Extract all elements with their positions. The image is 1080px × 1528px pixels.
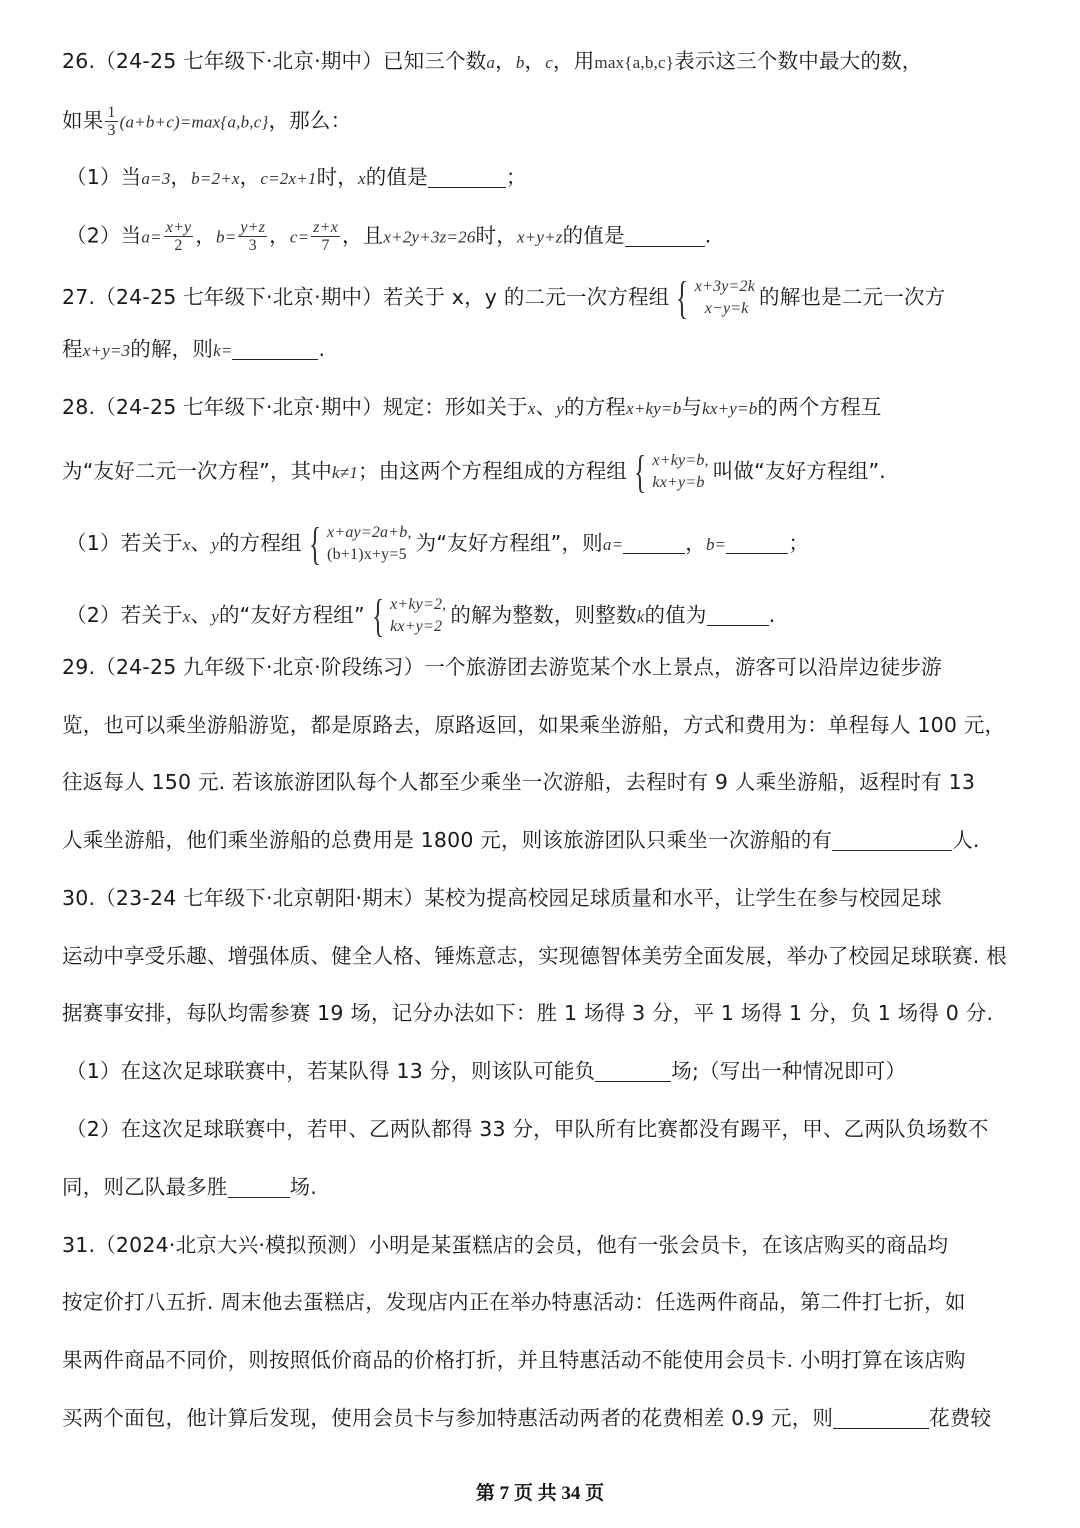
- q30-part2: （2）在这次足球联赛中，若甲、乙两队都得 33 分，甲队所有比赛都没有踢平，甲、乙两队负场数不: [66, 1117, 989, 1141]
- equation-system: { x+ky=b, kx+y=b: [634, 446, 709, 497]
- equation-system: { x+ay=2a+b, (b+1)x+y=5: [308, 518, 412, 569]
- answer-blank[interactable]: [595, 1059, 671, 1082]
- q31-line1: 31.（2024·北京大兴·模拟预测）小明是某蛋糕店的会员，他有一张会员卡，在该店购买的商品均: [62, 1233, 949, 1257]
- answer-blank[interactable]: [623, 531, 685, 554]
- q28-part1: （1）若关于x、y的方程组 { x+ay=2a+b, (b+1)x+y=5 为“友好方程组”，则a= ，b= ；: [66, 518, 810, 569]
- q31-line4: 买两个面包，他计算后发现，使用会员卡与参加特惠活动两者的花费相差 0.9 元，则 花费较: [62, 1406, 992, 1430]
- answer-blank[interactable]: [726, 531, 788, 554]
- q29-line1: 29.（24-25 九年级下·北京·阶段练习）一个旅游团去游览某个水上景点，游客可以沿岸边徒步游: [62, 655, 942, 679]
- q29-line4: 人乘坐游船，他们乘坐游船的总费用是 1800 元，则该旅游团队只乘坐一次游船的有 人.: [62, 828, 980, 852]
- q30-line1: 30.（23-24 七年级下·北京朝阳·期末）某校为提高校园足球质量和水平，让学生在参与校园足球: [62, 886, 942, 910]
- q29-line3: 往返每人 150 元. 若该旅游团队每个人都至少乘坐一次游船，去程时有 9 人乘坐游船，返程时有 13: [62, 770, 976, 794]
- q26-line2: 如果 $\frac{1}{3}$ (a+b+c)=max{a,b,c}，那么：: [62, 104, 352, 139]
- q26-part1: （1）当a=3，b=2+x，c=2x+1时，x的值是 ；: [66, 165, 527, 189]
- equation-system: { x+ky=2, kx+y=2: [371, 590, 447, 641]
- q30-part1: （1）在这次足球联赛中，若某队得 13 分，则该队可能负 场;（写出一种情况即可）: [66, 1059, 907, 1083]
- answer-blank[interactable]: [833, 1406, 929, 1429]
- answer-blank[interactable]: [228, 1175, 290, 1198]
- q30-part2-line2: 同，则乙队最多胜 场.: [62, 1175, 318, 1199]
- answer-blank[interactable]: [832, 828, 952, 851]
- answer-blank[interactable]: [707, 603, 769, 626]
- q31-line3: 果两件商品不同价，则按照低价商品的价格打折，并且特惠活动不能使用会员卡. 小明打算在该店购: [62, 1348, 966, 1372]
- q27-line1: 27.（24-25 七年级下·北京·期中）若关于 x，y 的二元一次方程组 { x+3y=2k x−y=k 的解也是二元一次方: [62, 272, 946, 323]
- q27-line2: 程x+y=3的解，则k= .: [62, 337, 326, 361]
- q28-line2: 为“友好二元一次方程”，其中k≠1；由这两个方程组成的方程组 { x+ky=b, kx+y=b 叫做“友好方程组”.: [62, 446, 886, 497]
- equation-system: { x+3y=2k x−y=k: [676, 272, 756, 323]
- q26-line1: 26.（24-25 七年级下·北京·期中）已知三个数a，b，c，用max{a,b,c}表示这三个数中最大的数，: [62, 49, 923, 73]
- page-number-footer: 第 7 页 共 34 页: [475, 1483, 605, 1504]
- answer-blank[interactable]: [428, 165, 506, 188]
- q31-line2: 按定价打八五折. 周末他去蛋糕店，发现店内正在举办特惠活动：任选两件商品，第二件打七折，如: [62, 1290, 966, 1314]
- q26-part2: （2）当a= $\frac{x+y}{2}$ ，b= $\frac{y+z}{3}$ ，c= $\frac{z+x}{7}$ ，且x+2y+3z=26时，x+y+z的值是 .: [66, 219, 712, 254]
- fraction-one-third: $\frac{1}{3}$: [107, 104, 116, 139]
- q28-part2: （2）若关于x、y的“友好方程组” { x+ky=2, kx+y=2 的解为整数，则整数k的值为 .: [66, 590, 776, 641]
- q28-line1: 28.（24-25 七年级下·北京·期中）规定：形如关于x、y的方程x+ky=b与kx+y=b的两个方程互: [62, 395, 882, 419]
- answer-blank[interactable]: [625, 224, 705, 247]
- q30-line3: 据赛事安排，每队均需参赛 19 场，记分办法如下：胜 1 场得 3 分，平 1 场得 1 分，负 1 场得 0 分.: [62, 1001, 994, 1025]
- q30-line2: 运动中享受乐趣、增强体质、健全人格、锤炼意志，实现德智体美劳全面发展，举办了校园足球联赛. 根: [62, 944, 1007, 968]
- answer-blank[interactable]: [232, 337, 318, 360]
- q29-line2: 览，也可以乘坐游船游览，都是原路去，原路返回，如果乘坐游船，方式和费用为：单程每人 100 元，: [62, 713, 1006, 737]
